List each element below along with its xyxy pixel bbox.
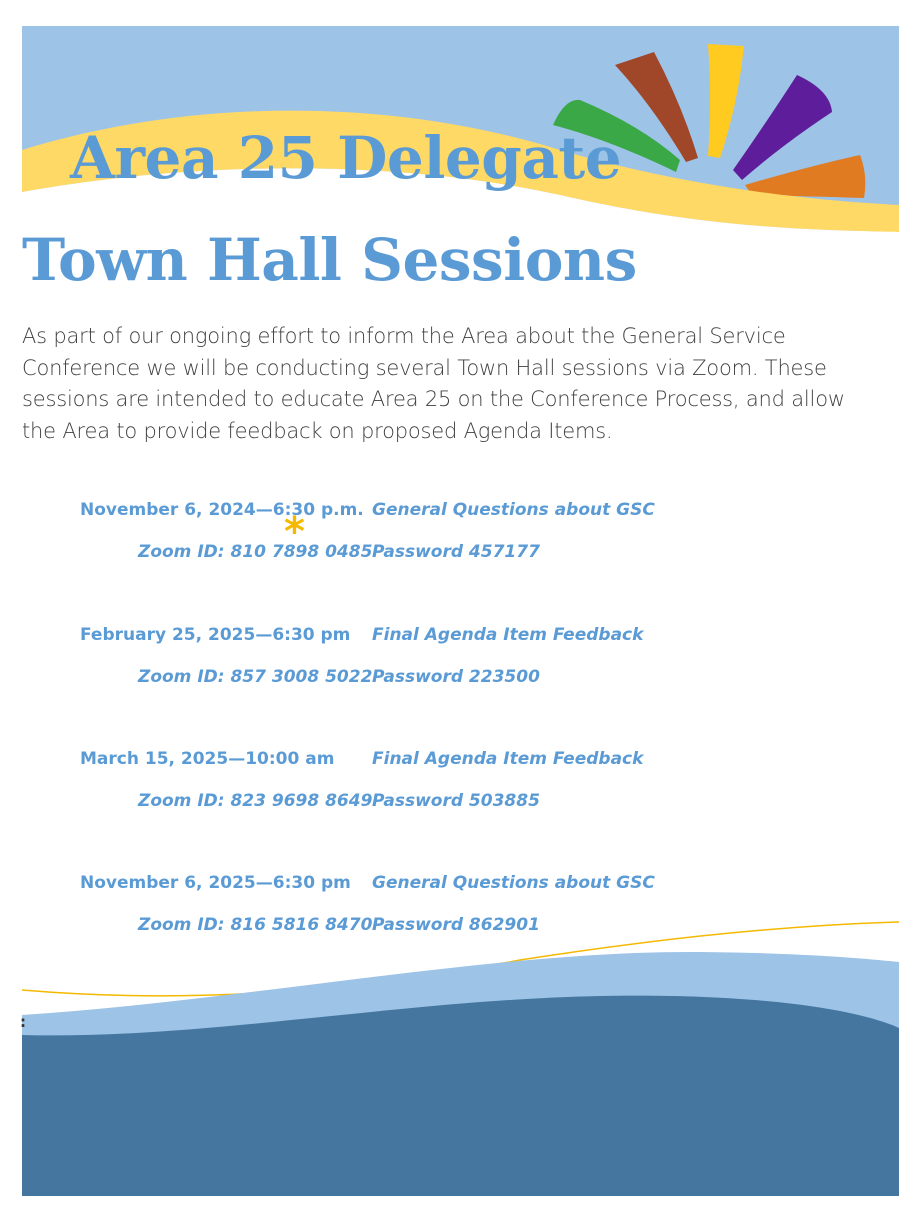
session-entry xyxy=(0,500,919,590)
session-topic: Final Agenda Item Feedback xyxy=(372,625,644,645)
session-zoom-id: Zoom ID: 816 5816 8470 xyxy=(138,915,373,935)
intro-paragraph: As part of our ongoing effort to inform the Area about the General Service Conference we will be conducting several Town Hall sessions via Zoom. These sessions are intended to educate Area 25 on the Conference Process, and allow the Area to provide feedback on proposed Agenda Items. xyxy=(22,324,845,443)
session-zoom-id: Zoom ID: 857 3008 5022 xyxy=(138,667,373,687)
session-entry xyxy=(0,749,919,839)
session-password: Password 503885 xyxy=(372,791,540,811)
page-title-line-1: Area 25 Delegate xyxy=(70,124,622,192)
session-password: Password 457177 xyxy=(372,542,540,562)
session-password: Password 862901 xyxy=(372,915,540,935)
session-date: November 6, 2024—6:30 p.m. xyxy=(80,500,364,520)
asterisk-mark: * xyxy=(284,509,305,555)
session-date: February 25, 2025—6:30 pm xyxy=(80,625,351,645)
session-topic: General Questions about GSC xyxy=(372,873,655,893)
page-title-line-2: Town Hall Sessions xyxy=(22,226,637,294)
session-entry xyxy=(0,625,919,715)
session-date: March 15, 2025—10:00 am xyxy=(80,749,335,769)
session-zoom-id: Zoom ID: 823 9698 8649 xyxy=(138,791,373,811)
session-entry xyxy=(0,873,919,963)
session-topic: Final Agenda Item Feedback xyxy=(372,749,644,769)
session-topic: General Questions about GSC xyxy=(372,500,655,520)
session-password: Password 223500 xyxy=(372,667,540,687)
colon-mark: : xyxy=(20,1013,26,1031)
session-date: November 6, 2025—6:30 pm xyxy=(80,873,351,893)
session-zoom-id: Zoom ID: 810 7898 0485 xyxy=(138,542,373,562)
